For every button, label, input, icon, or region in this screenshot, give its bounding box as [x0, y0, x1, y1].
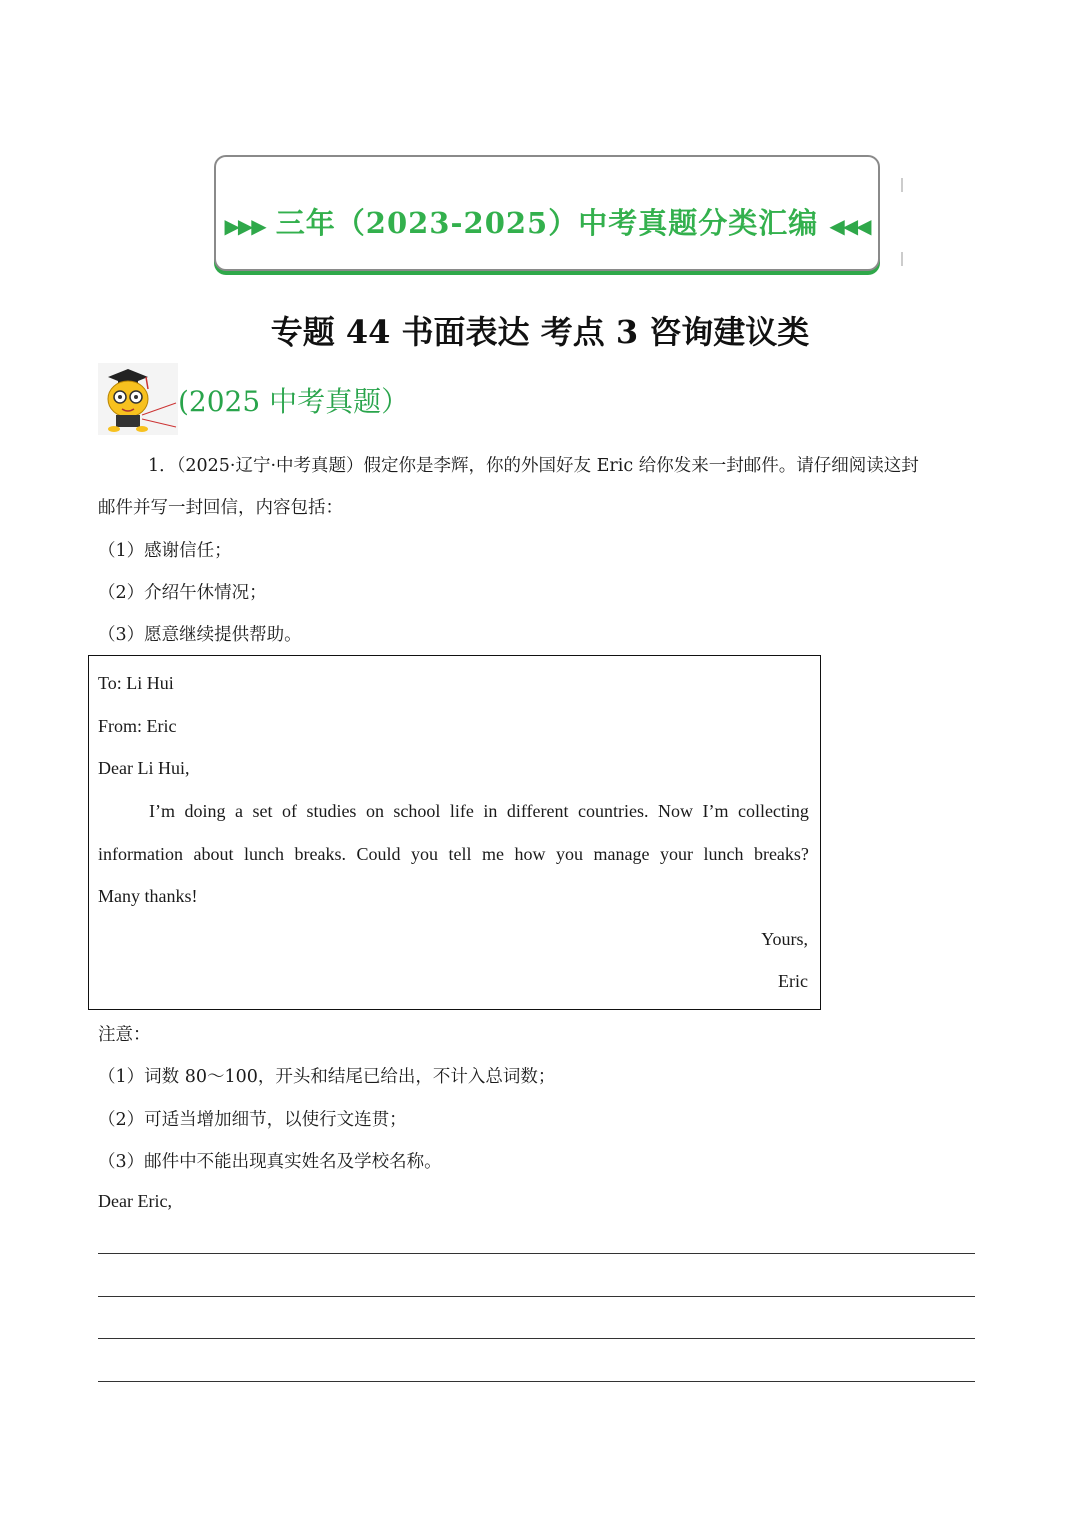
email-signature: Eric: [778, 971, 808, 991]
banner-right-arrows: ◀◀◀: [829, 214, 870, 238]
notes-heading: 注意：: [98, 1025, 151, 1045]
question-point-3: （3）愿意继续提供帮助。: [98, 625, 302, 645]
word: set: [252, 801, 273, 821]
word: about: [193, 844, 234, 864]
writing-line[interactable]: [98, 1338, 975, 1339]
word: different: [506, 801, 569, 821]
word: lunch: [703, 844, 744, 864]
question-line-2: 邮件并写一封回信，内容包括：: [98, 498, 343, 518]
word: your: [659, 844, 693, 864]
word: information: [98, 844, 183, 864]
email-body-line-1: [149, 801, 809, 822]
word: studies: [306, 801, 357, 821]
banner-edge-mark: [901, 252, 903, 266]
email-from: From: Eric: [98, 716, 177, 736]
email-closing: Yours,: [761, 929, 808, 949]
note-item-1: （1）词数 80～100，开头和结尾已给出，不计入总词数；: [98, 1067, 556, 1087]
note-item-2: （2）可适当增加细节，以使行文连贯；: [98, 1110, 407, 1130]
doctor-mascot-icon: [98, 363, 178, 435]
word: breaks?: [753, 844, 809, 864]
word: doing: [184, 801, 226, 821]
word: Now: [657, 801, 693, 821]
email-box: [88, 655, 821, 1010]
banner-title-row: [216, 201, 878, 242]
title-banner: [214, 155, 880, 271]
word: in: [483, 801, 498, 821]
question-point-2: （2）介绍午休情况；: [98, 583, 267, 603]
word: collecting: [737, 801, 809, 821]
email-greeting: Dear Li Hui,: [98, 758, 190, 778]
note-item-3: （3）邮件中不能出现真实姓名及学校名称。: [98, 1152, 442, 1172]
reply-greeting: Dear Eric,: [98, 1191, 172, 1211]
banner-title: 三年（2023-2025）中考真题分类汇编: [275, 206, 819, 240]
question-point-1: （1）感谢信任；: [98, 541, 232, 561]
writing-line[interactable]: [98, 1381, 975, 1382]
writing-line[interactable]: [98, 1296, 975, 1297]
word: school: [393, 801, 441, 821]
word: life: [449, 801, 474, 821]
word: you: [410, 844, 438, 864]
word: breaks.: [294, 844, 346, 864]
section-heading: (2025 中考真题）: [178, 385, 410, 418]
word: me: [481, 844, 504, 864]
word: tell: [448, 844, 472, 864]
banner-edge-mark: [901, 178, 903, 192]
word: on: [365, 801, 384, 821]
word: how: [514, 844, 546, 864]
email-body-line-3: Many thanks!: [98, 886, 198, 906]
word: manage: [593, 844, 650, 864]
word: countries.: [578, 801, 649, 821]
word: of: [281, 801, 297, 821]
banner-left-arrows: ▶▶▶: [224, 214, 265, 238]
question-line-1: 1．（2025·辽宁·中考真题）假定你是李辉，你的外国好友 Eric 给你发来一封邮件。请仔细阅读这封: [148, 456, 919, 476]
email-body-line-2: [98, 844, 809, 865]
word: I’m: [149, 801, 175, 821]
word: you: [555, 844, 583, 864]
page-subtitle: 专题 44 书面表达 考点 3 咨询建议类: [270, 313, 810, 351]
word: I’m: [702, 801, 729, 821]
email-to: To: Li Hui: [98, 673, 174, 693]
word: Could: [356, 844, 401, 864]
word: a: [234, 801, 243, 821]
writing-line[interactable]: [98, 1253, 975, 1254]
word: lunch: [243, 844, 284, 864]
